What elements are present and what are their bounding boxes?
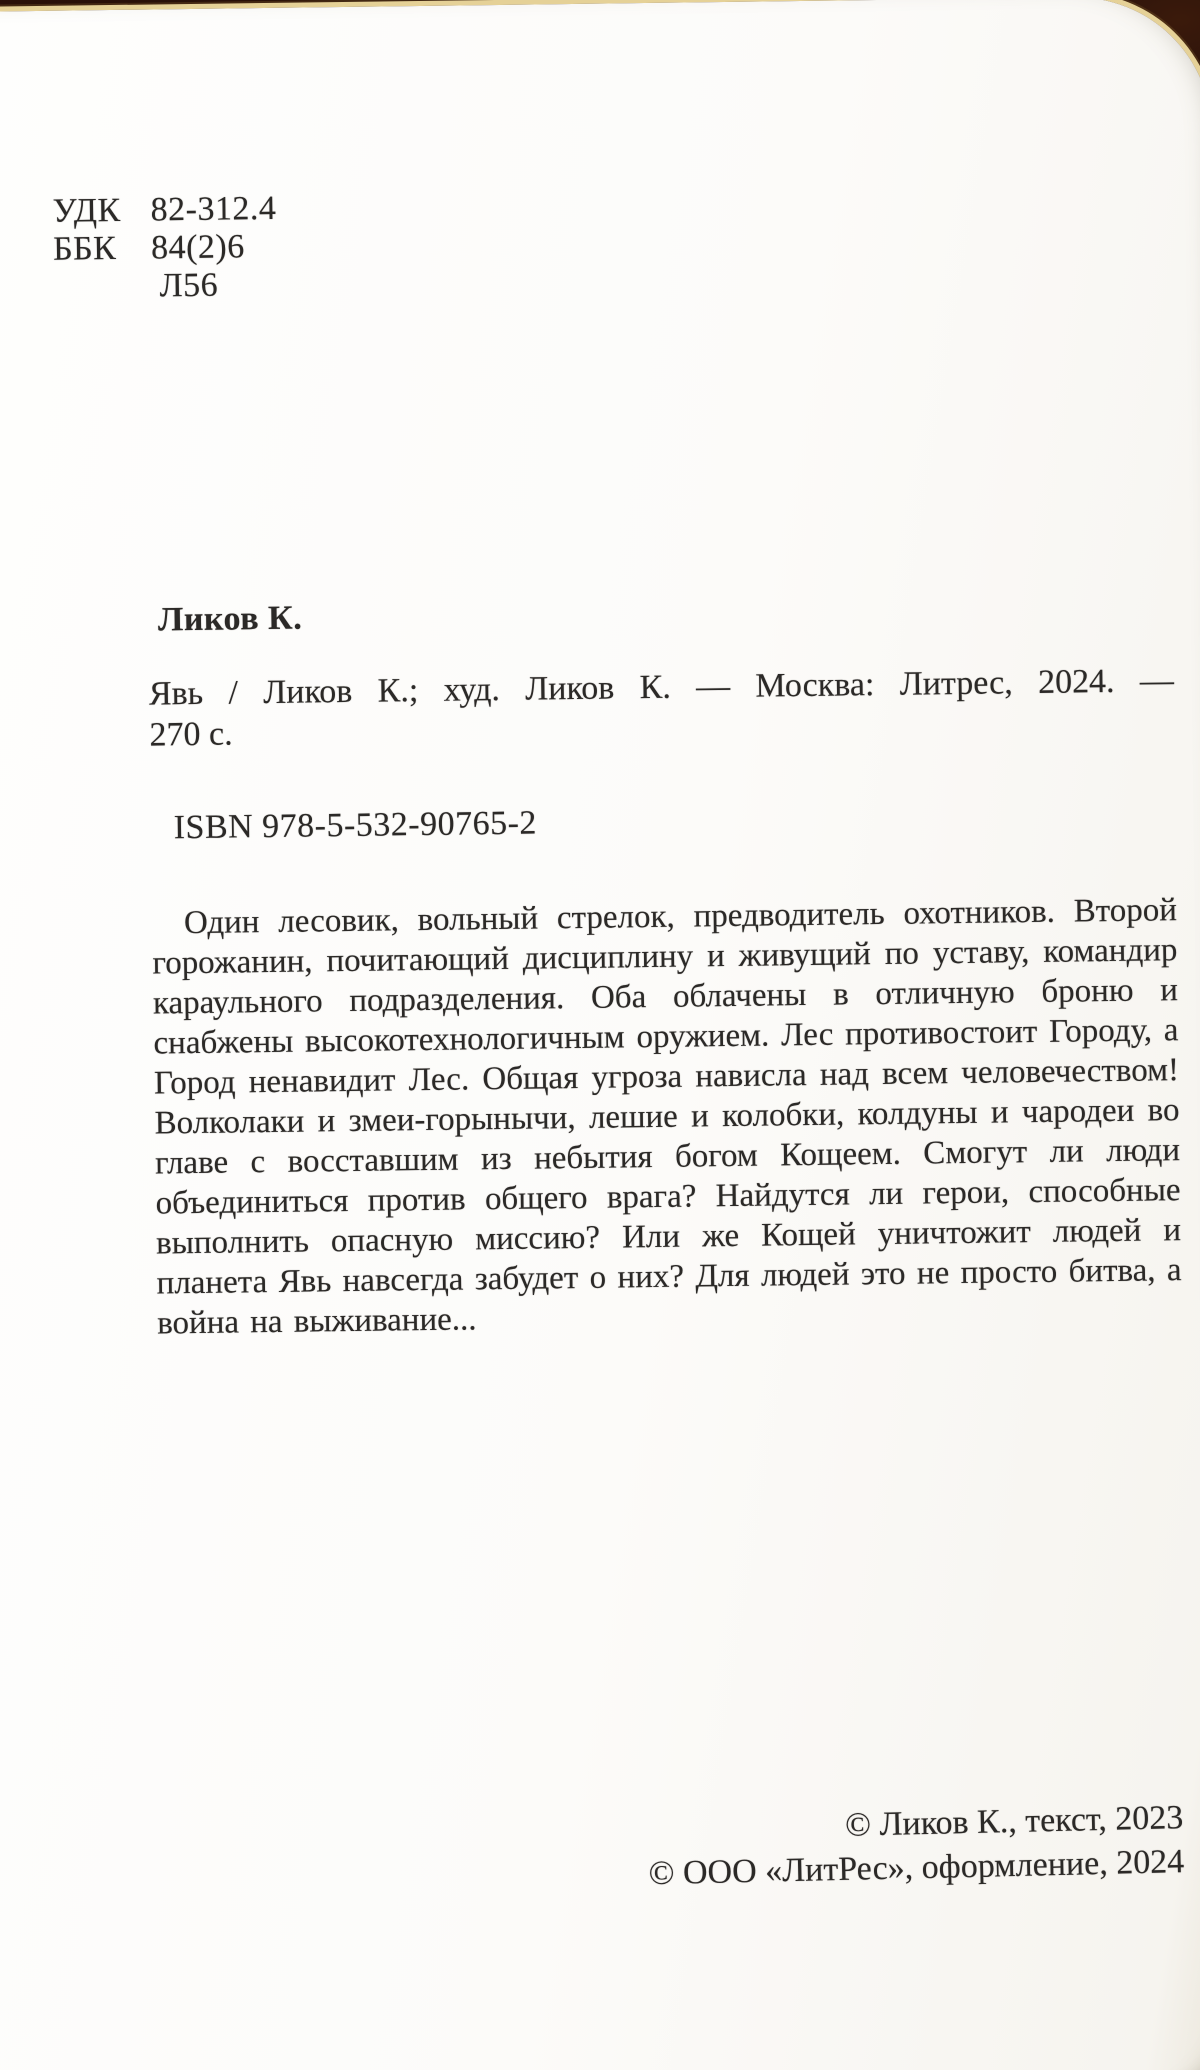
annotation-paragraph: Один лесовик, вольный стрелок, предводитель охотников. Второй горожанин, почитающий дисциплину и живущий по уставу, командир караульного подразделения. Оба облачены в отличную броню и снабжены высокотехнологичным оружием. Лес противостоит Городу, а Город ненавидит Лес. Общая угроза нависла над всем человечеством! Волколаки и змеи-горынычи, лешие и колобки, колдуны и чародеи во главе с восставшим из небытия богом Кощеем. Смогут ли люди объединиться против общего врага? Найдутся ли герои, способные выполнить опасную миссию? Или же Кощей уничтожит людей и планета Явь навсегда забудет о них? Для людей это не просто битва, а война на выживание... xyxy=(152,892,1182,1342)
author-heading: Ликов К. xyxy=(157,599,303,639)
copyright-design-line: © ООО «ЛитРес», оформление, 2024 xyxy=(648,1843,1185,1893)
bbk-value: 84(2)6 xyxy=(150,228,245,267)
classification-block xyxy=(52,190,277,307)
bibliographic-entry-line2: 270 с. xyxy=(149,715,233,754)
udk-label: УДК xyxy=(52,191,121,230)
author-sign-spacer xyxy=(53,268,135,307)
bbk-label: ББК xyxy=(52,229,117,268)
copyright-text-line: © Ликов К., текст, 2023 xyxy=(845,1799,1184,1844)
udk-value: 82-312.4 xyxy=(150,189,277,229)
isbn: ISBN 978-5-532-90765-2 xyxy=(173,804,538,847)
bibliographic-entry-line1: Явь / Ликов К.; худ. Ликов К. — Москва: Литрес, 2024. — xyxy=(148,662,1175,713)
bibliographic-entry xyxy=(149,660,1175,755)
author-sign: Л56 xyxy=(159,266,219,305)
copyright-block xyxy=(648,1796,1186,1896)
